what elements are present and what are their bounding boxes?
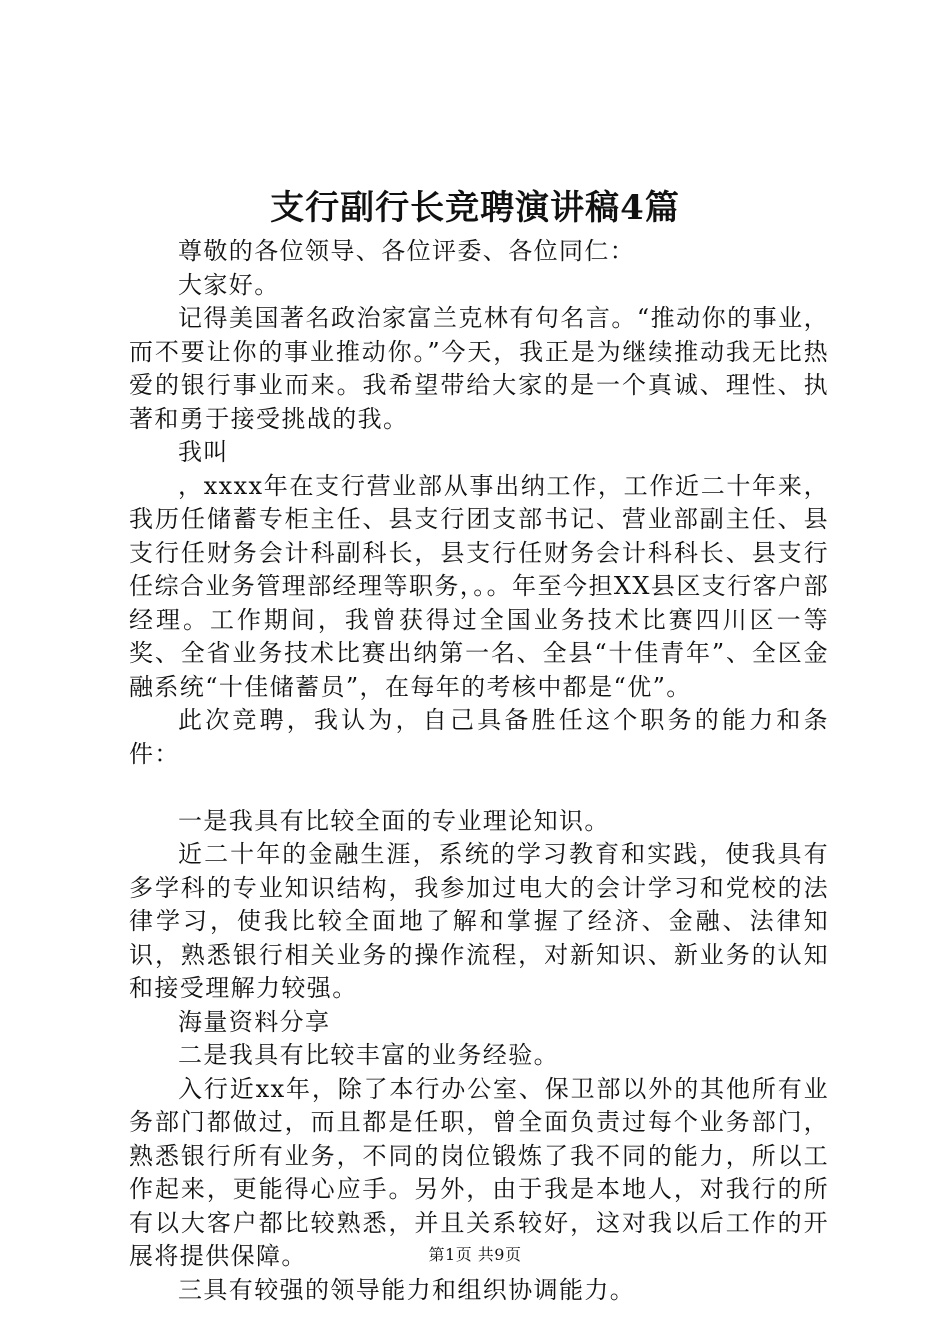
page-footer: 第1页 共9页 xyxy=(428,1245,522,1264)
paragraph-qualifications-intro: 此次竞聘，我认为，自己具备胜任这个职务的能力和条件： xyxy=(129,706,829,768)
paragraph-point-one-heading: 一是我具有比较全面的专业理论知识。 xyxy=(178,806,610,835)
paragraph-salutation: 尊敬的各位领导、各位评委、各位同仁： xyxy=(178,237,636,265)
paragraph-greeting: 大家好。 xyxy=(178,270,280,299)
paragraph-work-history: ，xxxx年在支行营业部从事出纳工作，工作近二十年来，我历任储蓄专柜主任、县支行团支部书记、营业部副主任、县支行任财务会计科副科长，县支行任财务会计科科长、县支行任综合业务管理部经理等职务，。。年至今担XX县区支行客户部经理。工作期间，我曾获得过全国业务技术比赛四川区一等奖、全省业务技术比赛出纳第一名、全县“十佳青年”、全区金融系统“十佳储蓄员”，在每年的考核中都是“优”。 xyxy=(129,471,829,701)
paragraph-opening-quote: 记得美国著名政治家富兰克林有句名言。“推动你的事业，而不要让你的事业推动你。”今天，我正是为继续推动我无比热爱的银行事业而来。我希望带给大家的是一个真诚、理性、执著和勇于接受挑战的我。 xyxy=(129,304,829,433)
document-body xyxy=(129,235,829,1307)
paragraph-name-intro: 我叫 xyxy=(178,438,229,466)
paragraph-point-two-heading: 二是我具有比较丰富的业务经验。 xyxy=(178,1041,559,1069)
paragraph-watermark-note: 海量资料分享 xyxy=(178,1007,331,1036)
document-title: 支行副行长竞聘演讲稿4篇 xyxy=(270,188,680,228)
paragraph-point-two-body: 入行近xx年，除了本行办公室、保卫部以外的其他所有业务部门都做过，而且都是任职，曾全面负责过每个业务部门，熟悉银行所有业务，不同的岗位锻炼了我不同的能力，所以工作起来，更能得心应手。另外，由于我是本地人，对我行的所有以大客户都比较熟悉，并且关系较好，这对我以后工作的开展将提供保障。 xyxy=(129,1074,829,1270)
paragraph-point-three-heading: 三具有较强的领导能力和组织协调能力。 xyxy=(178,1275,636,1304)
paragraph-point-one-body: 近二十年的金融生涯，系统的学习教育和实践，使我具有多学科的专业知识结构，我参加过电大的会计学习和党校的法律学习，使我比较全面地了解和掌握了经济、金融、法律知识，熟悉银行相关业务的操作流程，对新知识、新业务的认知和接受理解力较强。 xyxy=(129,840,829,1002)
